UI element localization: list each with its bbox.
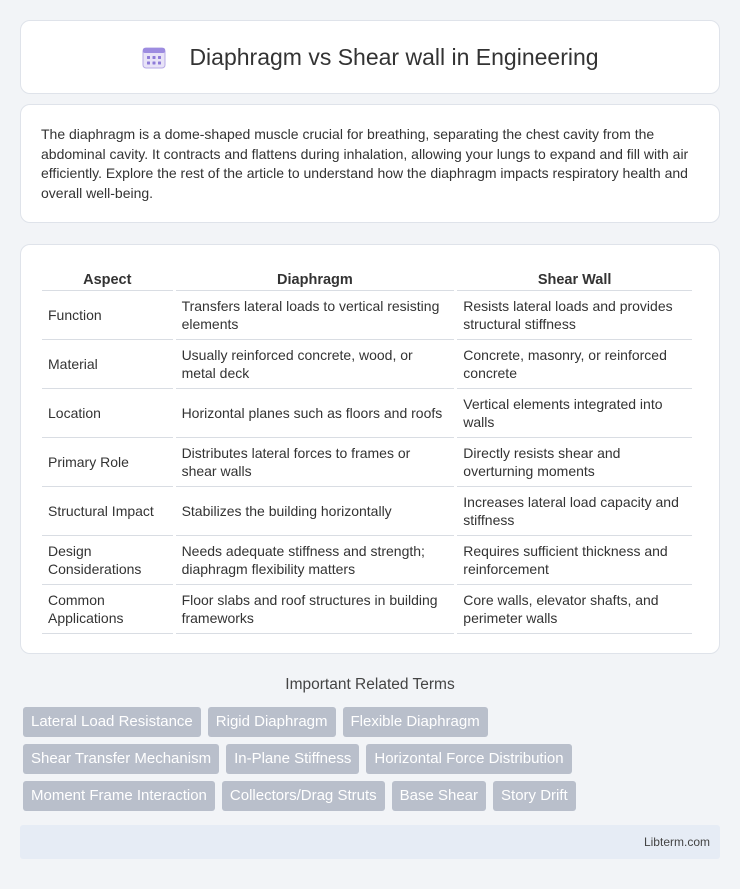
related-terms-list xyxy=(23,707,723,818)
tag-in-plane-stiffness[interactable]: In-Plane Stiffness xyxy=(226,744,359,774)
footer-site-link[interactable]: Libterm.com xyxy=(643,835,710,849)
cell-aspect: Structural Impact xyxy=(42,487,173,536)
table-row xyxy=(42,389,692,438)
cell-aspect: Primary Role xyxy=(42,438,173,487)
cell-diaphragm: Distributes lateral forces to frames or shear walls xyxy=(176,438,455,487)
page-header xyxy=(20,20,720,94)
intro-section xyxy=(20,104,720,223)
tag-flexible-diaphragm[interactable]: Flexible Diaphragm xyxy=(343,707,488,737)
comparison-table xyxy=(39,265,695,634)
header-diaphragm: Diaphragm xyxy=(176,265,455,291)
cell-diaphragm: Usually reinforced concrete, wood, or metal deck xyxy=(176,340,455,389)
cell-shear-wall: Vertical elements integrated into walls xyxy=(457,389,692,438)
cell-aspect: Common Applications xyxy=(42,585,173,634)
intro-text: The diaphragm is a dome-shaped muscle crucial for breathing, separating the chest cavity from the abdominal cavity. It contracts and flattens during inhalation, allowing your lungs to expand and fill with air efficiently. Explore the rest of the article to understand how the diaphragm impacts respiratory health and overall well-being. xyxy=(41,126,689,201)
cell-shear-wall: Directly resists shear and overturning moments xyxy=(457,438,692,487)
cell-diaphragm: Horizontal planes such as floors and roofs xyxy=(176,389,455,438)
cell-aspect: Function xyxy=(42,291,173,340)
tag-row xyxy=(23,707,723,737)
cell-shear-wall: Concrete, masonry, or reinforced concrete xyxy=(457,340,692,389)
table-row xyxy=(42,291,692,340)
cell-diaphragm: Needs adequate stiffness and strength; diaphragm flexibility matters xyxy=(176,536,455,585)
tag-story-drift[interactable]: Story Drift xyxy=(493,781,576,811)
tag-collectors-drag-struts[interactable]: Collectors/Drag Struts xyxy=(222,781,385,811)
table-row xyxy=(42,340,692,389)
comparison-table-card xyxy=(20,244,720,654)
cell-aspect: Material xyxy=(42,340,173,389)
cell-diaphragm: Transfers lateral loads to vertical resisting elements xyxy=(176,291,455,340)
tag-row xyxy=(23,744,723,774)
cell-aspect: Location xyxy=(42,389,173,438)
tag-lateral-load-resistance[interactable]: Lateral Load Resistance xyxy=(23,707,201,737)
calendar-icon xyxy=(141,44,167,70)
table-row xyxy=(42,536,692,585)
tag-moment-frame-interaction[interactable]: Moment Frame Interaction xyxy=(23,781,215,811)
table-row xyxy=(42,585,692,634)
cell-shear-wall: Increases lateral load capacity and stiffness xyxy=(457,487,692,536)
tag-base-shear[interactable]: Base Shear xyxy=(392,781,486,811)
cell-shear-wall: Resists lateral loads and provides structural stiffness xyxy=(457,291,692,340)
cell-diaphragm: Floor slabs and roof structures in building frameworks xyxy=(176,585,455,634)
tag-rigid-diaphragm[interactable]: Rigid Diaphragm xyxy=(208,707,336,737)
header-aspect: Aspect xyxy=(42,265,173,291)
cell-shear-wall: Requires sufficient thickness and reinforcement xyxy=(457,536,692,585)
header-shear-wall: Shear Wall xyxy=(457,265,692,291)
cell-aspect: Design Considerations xyxy=(42,536,173,585)
tag-shear-transfer-mechanism[interactable]: Shear Transfer Mechanism xyxy=(23,744,219,774)
page-title: Diaphragm vs Shear wall in Engineering xyxy=(189,43,599,70)
tag-horizontal-force-distribution[interactable]: Horizontal Force Distribution xyxy=(366,744,571,774)
related-terms-title: Important Related Terms xyxy=(285,676,455,693)
table-row xyxy=(42,438,692,487)
table-header-row xyxy=(42,265,692,291)
cell-shear-wall: Core walls, elevator shafts, and perimeter walls xyxy=(457,585,692,634)
footer xyxy=(20,825,720,859)
table-row xyxy=(42,487,692,536)
tag-row xyxy=(23,781,723,811)
cell-diaphragm: Stabilizes the building horizontally xyxy=(176,487,455,536)
